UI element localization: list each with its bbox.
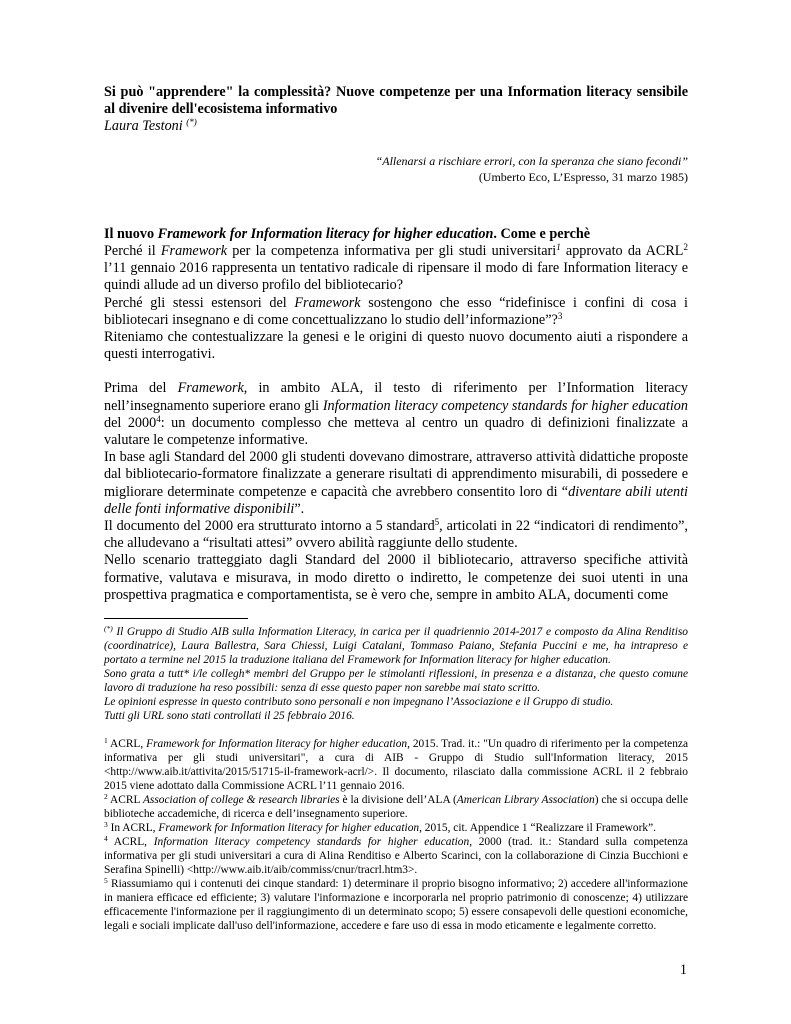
footnote-ref-4[interactable]: 4 [156, 413, 161, 424]
paper-title: Si può "apprendere" la complessità? Nuove competenze per una Information literacy sensibile al divenire dell'ecosistema informativo [104, 84, 688, 117]
footnote-number: 5 [104, 876, 108, 886]
body-paragraph-4: Prima del Framework, in ambito ALA, il testo di riferimento per l’Information literacy nell’insegnamento superiore erano gli Information literacy competency standards for higher education del 2000$^4$: un documento complesso che metteva al centro un quadro di definizioni finalizzate a valutare le competenze informative. [104, 380, 688, 449]
paragraph-gap [104, 363, 688, 380]
footnote-ref-2[interactable]: 2 [683, 242, 688, 252]
body-paragraph-6: Il documento del 2000 era strutturato intorno a 5 standard$^5$, articolati in 22 “indicatori di rendimento”, che alludevano a “risultati attesi” ovvero abilità raggiunte dello studente. [104, 517, 688, 552]
page-number: 1 [679, 962, 687, 978]
author-note-mark: (*) [186, 117, 197, 127]
footnote-2: $^2$ ACRL Association of college & research libraries è la divisione dell’ALA (American Library Association) che si occupa delle biblioteche accademiche, di ricerca e dell’insegnamento superiore. [104, 792, 688, 821]
section-heading [104, 226, 688, 243]
footnote-number: 4 [104, 834, 108, 844]
footnote-ref-5[interactable]: 5 [434, 517, 440, 528]
author-line [104, 118, 688, 135]
section-heading-pre: Il nuovo [104, 226, 158, 242]
author-name: Laura Testoni [104, 118, 183, 134]
section-heading-post: . Come e perchè [493, 226, 591, 242]
epigraph [104, 153, 688, 185]
epigraph-source: (Umberto Eco, L’Espresso, 31 marzo 1985) [478, 170, 688, 184]
epigraph-quote: “Allenarsi a rischiare errori, con la speranza che siano fecondi” [375, 154, 688, 168]
author-note-footnote-mark: (*) [104, 624, 113, 634]
author-note-line-3: Le opinioni espresse in questo contributo sono personali e non impegnano l’Associazione e il Gruppo di studio. [104, 696, 614, 709]
body-paragraph-2: Perché gli stessi estensori del Framework sostengono che esso “ridefinisce i confini di cosa i bibliotecari insegnano e di come concettualizzano lo studio dell’informazione”?$^3$ [104, 294, 688, 328]
footnote-number: 3 [104, 820, 108, 830]
body-paragraph-3: Riteniamo che contestualizzare la genesi e le origini di questo nuovo documento aiuti a rispondere a questi interrogativi. [104, 329, 688, 363]
body-paragraph-1: Perché il Framework per la competenza informativa per gli studi universitari$^1$ approvato da ACRL$^2$ l’11 gennaio 2016 rappresenta un tentativo radicale di ripensare il modo di fare Information literacy e quindi allude ad un diverso profilo del bibliotecario? [104, 242, 688, 294]
author-note-line-4: Tutti gli URL sono stati controllati il 25 febbraio 2016. [104, 710, 355, 723]
footnote-4: $^4$ ACRL, Information literacy competency standards for higher education, 2000 (trad. it.: Standard sulla competenza informativa per gli studi universitari a cura di Alina Renditiso e Alberto Scarinci, con la collaborazione di Cinzia Bucchioni e Serafina Spinelli) <http://www.aib.it/aib/commiss/cnur/tracrl.htm3>. [104, 834, 688, 877]
footnote-1: $^1$ ACRL, Framework for Information literacy for higher education, 2015. Trad. it.: "Un quadro di riferimento per la competenza informativa per gli studi universitari", a cura di AIB - Gruppo di Studio sull'Information literacy, 2015 <http://www.aib.it/attivita/2015/51715-il-framework-acrl/>. Il documento, rilasciato dalla commissione ACRL il 2 febbraio 2015 viene adottato dalla Commissione ACRL l’11 gennaio 2016. [104, 736, 688, 793]
footnote-number: 2 [104, 792, 108, 802]
footnote-ref-3[interactable]: 3 [557, 310, 563, 321]
author-note-line-2: Sono grata a tutt* i/le collegh* membri del Gruppo per le stimolanti riflessioni, in presenza e a distanza, che questo comune lavoro di traduzione ha reso possibili: senza di esse questo paper non sarebbe mai stato scritto. [104, 668, 688, 695]
author-note-line-1: (*) Il Gruppo di Studio AIB sulla Information Literacy, in carica per il quadriennio 2014-2017 e composto da Alina Renditiso (coordinatrice), Laura Ballestra, Sara Chiessi, Luigi Catalani, Tommaso Paiano, Stefania Puccini e me, ha intrapreso e portato a termine nel 2015 la traduzione italiana del Framework for Information literacy for higher education. [104, 624, 688, 667]
footnote-gap [104, 723, 688, 737]
body-paragraph-5: In base agli Standard del 2000 gli studenti dovevano dimostrare, attraverso attività didattiche proposte dal bibliotecario-formatore finalizzate a generare risultati di apprendimento misurabili, di possedere e migliorare determinate competenze e capacità che avrebbero consentito loro di “diventare abili utenti delle fonti informative disponibili”. [104, 449, 688, 517]
footnote-separator [104, 618, 248, 619]
section-heading-italic: Framework for Information literacy for higher education [157, 226, 494, 242]
footnote-ref-1[interactable]: 1 [556, 242, 561, 252]
author-note [104, 625, 688, 723]
paper-page [104, 84, 688, 933]
footnote-5: $^5$ Riassumiamo qui i contenuti dei cinque standard: 1) determinare il proprio bisogno informativo; 2) accedere all'informazione in maniera efficace ed efficiente; 3) valutare l'informazione e incorporarla nel proprio patrimonio di conoscenze; 4) utilizzare efficacemente l'informazione per il raggiungimento di un determinato scopo; 5) essere consapevoli delle questioni economiche, legali e sociali implicate dall'uso dell'informazione, accedere e fare uso di essa in modo eticamente e legalmente corretto. [104, 876, 688, 933]
footnote-3: $^3$ In ACRL, Framework for Information literacy for higher education, 2015, cit. Appendice 1 “Realizzare il Framework”. [104, 820, 656, 835]
footnote-number: 1 [104, 736, 108, 746]
body-paragraph-7: Nello scenario tratteggiato dagli Standard del 2000 il bibliotecario, attraverso specifiche attività formative, valutava e misurava, in modo diretto o indiretto, le competenze dei suoi utenti in una prospettiva pragmatica e comportamentista, se è vero che, sempre in ambito ALA, documenti come [104, 552, 688, 603]
